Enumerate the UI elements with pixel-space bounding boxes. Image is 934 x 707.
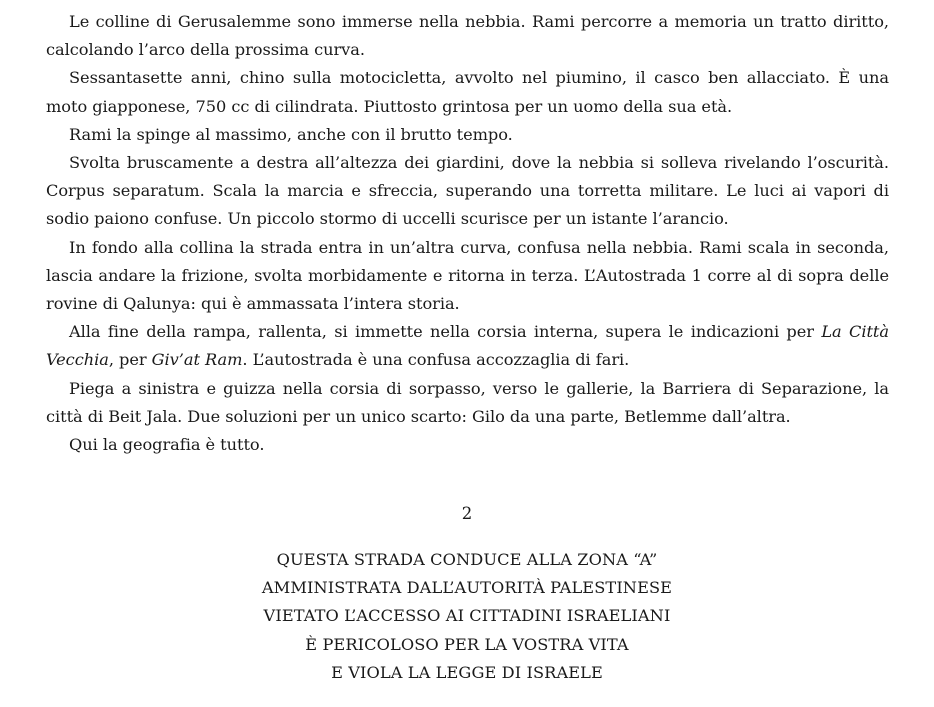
sign-line: QUESTA STRADA CONDUCE ALLA ZONA “A”: [276, 550, 658, 569]
text-run: Alla fine della rampa, rallenta, si immette nella corsia interna, supera le indicazioni per: [69, 322, 822, 342]
paragraph: [46, 149, 889, 234]
text-run: Sessantasette anni, chino sulla motocicletta, avvolto nel piumino, il casco ben allacciato. È una moto giapponese, 750 cc di cilindrata. Piuttosto grintosa per un uomo della sua età.: [46, 68, 889, 116]
text-run: Le colline di Gerusalemme sono immerse nella nebbia. Rami percorre a memoria un tratto diritto, calcolando l’arco della prossima curva.: [46, 12, 889, 60]
paragraph: [46, 318, 889, 374]
sign-line: VIETATO L’ACCESSO AI CITTADINI ISRAELIANI: [263, 606, 671, 626]
sign-line: AMMINISTRATA DALL’AUTORITÀ PALESTINESE: [261, 578, 673, 598]
paragraph: [46, 121, 889, 149]
paragraph: [46, 234, 889, 319]
paragraph: [46, 64, 889, 120]
italic-text-run: Giv’at Ram: [151, 350, 243, 370]
paragraph: [46, 375, 889, 431]
italic-text-run: La Città Vecchia: [46, 322, 889, 370]
text-run: Svolta bruscamente a destra all’altezza dei giardini, dove la nebbia si solleva rivelando l’oscurità. Corpus separatum. Scala la marcia e sfreccia, superando una torretta militare. Le luci ai vapori di sodio paiono confuse. Un piccolo stormo di uccelli scurisce per un istante l’arancio.: [46, 153, 889, 229]
paragraph: [46, 8, 889, 64]
chapter-number: 2: [461, 504, 473, 523]
sign-line: È PERICOLOSO PER LA VOSTRA VITA: [305, 634, 629, 654]
text-run: In fondo alla collina la strada entra in un’altra curva, confusa nella nebbia. Rami scala in seconda, lascia andare la frizione, svolta morbidamente e ritorna in terza. L’Autostrada 1 corre al di sopra delle rovine di Qalunya: qui è ammassata l’intera storia.: [46, 237, 889, 314]
road-sign-text: [0, 546, 934, 687]
paragraph: [46, 431, 889, 459]
text-run: Piega a sinistra e guizza nella corsia di sorpasso, verso le gallerie, la Barriera di Separazione, la città di Beit Jala. Due soluzioni per un unico scarto: Gilo da una parte, Betlemme dall’altra.: [46, 378, 889, 426]
text-run: Rami la spinge al massimo, anche con il brutto tempo.: [69, 124, 513, 144]
text-run: , per: [108, 350, 152, 370]
text-run: Qui la geografia è tutto.: [69, 435, 265, 455]
sign-line: E VIOLA LA LEGGE DI ISRAELE: [331, 662, 603, 682]
book-page-body: [46, 8, 889, 459]
text-run: . L’autostrada è una confusa accozzaglia di fari.: [242, 350, 630, 370]
